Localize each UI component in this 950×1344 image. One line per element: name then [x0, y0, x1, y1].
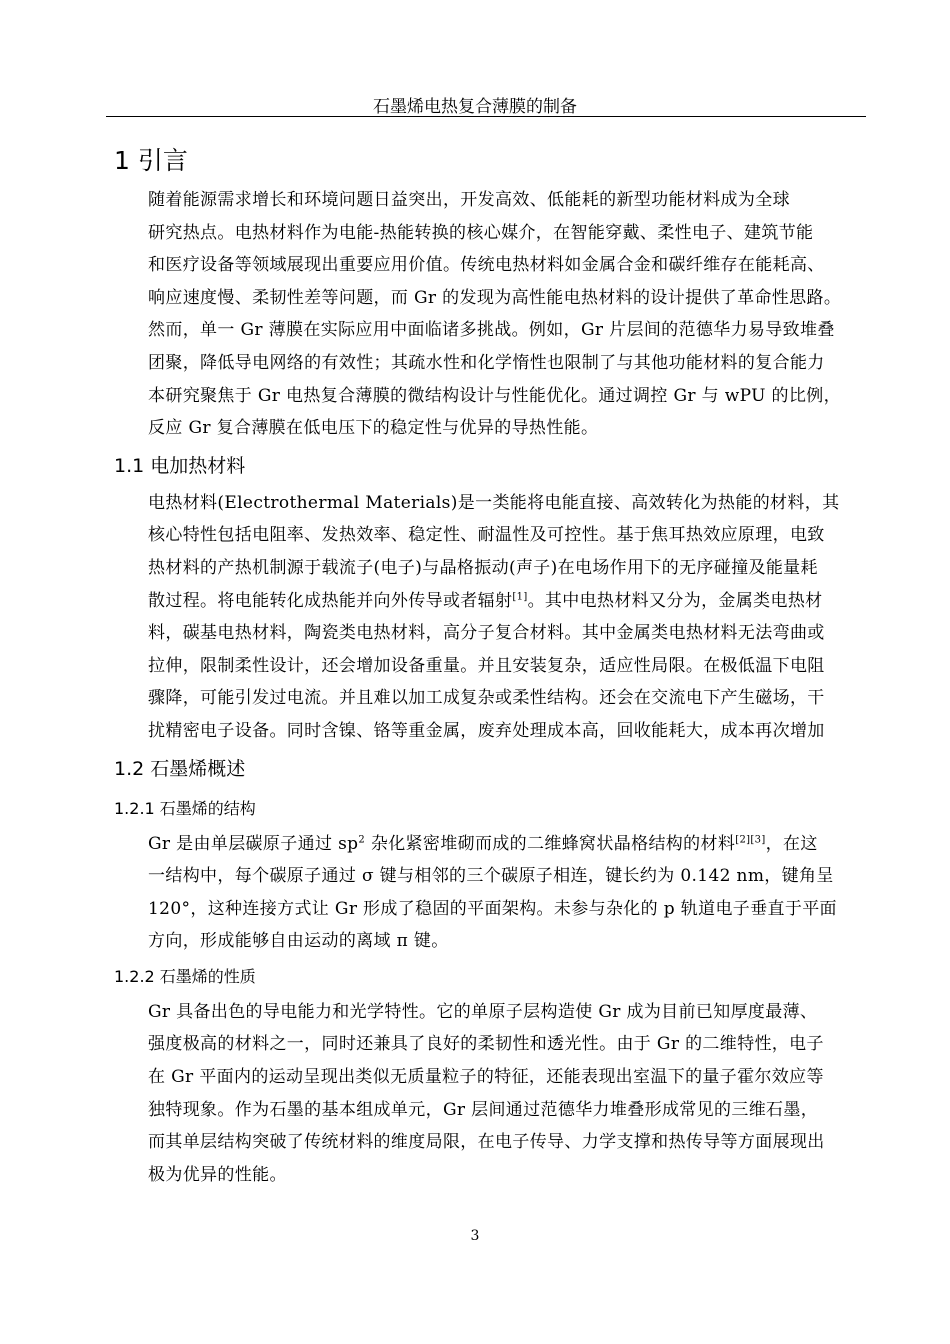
text-line: 而其单层结构突破了传统材料的维度局限，在电子传导、力学支撑和热传导等方面展现出: [148, 1132, 825, 1153]
section-1-2-2-paragraph: [114, 996, 862, 1192]
text-line: 随着能源需求增长和环境问题日益突出，开发高效、低能耗的新型功能材料成为全球: [148, 190, 790, 210]
section-1-2-2-heading: 1.2.2 石墨烯的性质: [114, 966, 256, 986]
text-line: 独特现象。作为石墨的基本组成单元，Gr 层间通过范德华力堆叠形成常见的三维石墨，: [148, 1099, 819, 1120]
text-segment: 杂化紧密堆砌而成的二维蜂窝状晶格结构的材料: [365, 833, 736, 854]
superscript: 2: [358, 833, 366, 845]
section-1-2-heading: 1.2 石墨烯概述: [114, 757, 246, 780]
text-line: 强度极高的材料之一，同时还兼具了良好的柔韧性和透光性。由于 Gr 的二维特性，电子: [148, 1034, 824, 1055]
text-line: 料，碳基电热材料，陶瓷类电热材料，高分子复合材料。其中金属类电热材料无法弯曲或: [148, 623, 825, 644]
text-line: Gr 具备出色的导电能力和光学特性。它的单原子层构造使 Gr 成为目前已知厚度最薄、: [148, 1001, 818, 1022]
text-line: 拉伸，限制柔性设计，还会增加设备重量。并且安装复杂，适应性局限。在极低温下电阻: [148, 655, 825, 676]
citation-2-3: [2][3]: [735, 833, 766, 845]
text-line: 120°，这种连接方式让 Gr 形成了稳固的平面架构。未参与杂化的 p 轨道电子垂直于平面: [148, 898, 837, 919]
text-line: 在 Gr 平面内的运动呈现出类似无质量粒子的特征，还能表现出室温下的量子霍尔效应等: [148, 1067, 824, 1088]
text-line: [114, 585, 862, 618]
text-line: 一结构中，每个碳原子通过 σ 键与相邻的三个碳原子相连，键长约为 0.142 nm，键角呈: [148, 866, 834, 887]
text-line: 然而，单一 Gr 薄膜在实际应用中面临诸多挑战。例如，Gr 片层间的范德华力易导致堆叠: [148, 320, 835, 341]
text-line: 反应 Gr 复合薄膜在低电压下的稳定性与优异的导热性能。: [148, 418, 599, 439]
text-segment: ，在这: [765, 833, 818, 854]
section-1-1-paragraph: [114, 487, 862, 748]
text-line: 研究热点。电热材料作为电能-热能转换的核心媒介，在智能穿戴、柔性电子、建筑节能: [148, 222, 814, 243]
text-line: 骤降，可能引发过电流。并且难以加工成复杂或柔性结构。还会在交流电下产生磁场，干: [148, 688, 825, 709]
section-1-1-heading: 1.1 电加热材料: [114, 454, 246, 477]
text-line: 方向，形成能够自由运动的离域 π 键。: [148, 931, 449, 952]
text-line: [114, 828, 862, 861]
document-body: [114, 138, 862, 1191]
text-line: 和医疗设备等领域展现出重要应用价值。传统电热材料如金属合金和碳纤维存在能耗高、: [148, 255, 825, 276]
section-1-heading: 1 引言: [114, 146, 188, 175]
text-line: 核心特性包括电阻率、发热效率、稳定性、耐温性及可控性。基于焦耳热效应原理，电致: [148, 525, 825, 546]
text-segment: 。其中电热材料又分为，金属类电热材: [527, 590, 823, 611]
text-line: 热材料的产热机制源于载流子(电子)与晶格振动(声子)在电场作用下的无序碰撞及能量耗: [148, 557, 818, 578]
text-segment: Gr 是由单层碳原子通过 sp: [148, 833, 359, 854]
section-1-2-1-paragraph: [114, 828, 862, 958]
section-1-2-1-heading: 1.2.1 石墨烯的结构: [114, 798, 256, 818]
citation-1: [1]: [512, 590, 528, 602]
text-segment: 散过程。将电能转化成热能并向外传导或者辐射: [148, 590, 513, 611]
header-rule: [106, 116, 866, 117]
text-line: 电热材料(Electrothermal Materials)是一类能将电能直接、高效转化为热能的材料，其: [148, 492, 840, 513]
text-line: 极为优异的性能。: [148, 1164, 287, 1185]
text-line: 扰精密电子设备。同时含镍、铬等重金属，废弃处理成本高，回收能耗大，成本再次增加: [148, 720, 825, 741]
section-1-paragraph: [114, 184, 862, 445]
text-line: 响应速度慢、柔韧性差等问题，而 Gr 的发现为高性能电热材料的设计提供了革命性思路。: [148, 287, 842, 308]
text-line: 本研究聚焦于 Gr 电热复合薄膜的微结构设计与性能优化。通过调控 Gr 与 wPU 的比例，: [148, 385, 841, 406]
page-number: 3: [470, 1228, 480, 1244]
page-header-title: 石墨烯电热复合薄膜的制备: [373, 97, 577, 117]
text-line: 团聚，降低导电网络的有效性；其疏水性和化学惰性也限制了与其他功能材料的复合能力: [148, 352, 825, 373]
